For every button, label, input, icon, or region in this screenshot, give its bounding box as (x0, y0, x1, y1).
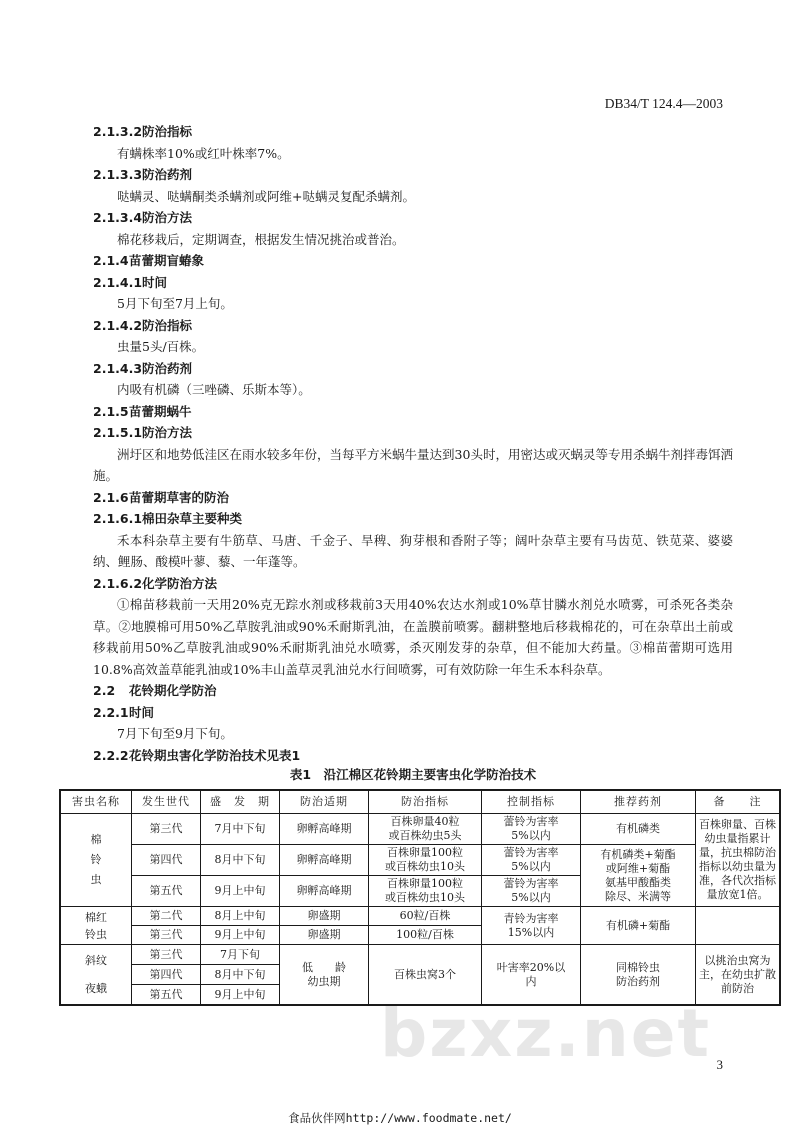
pest-name-bottom: 夜蛾 (85, 981, 107, 995)
col-header: 盛 发 期 (201, 790, 280, 814)
section-number: 2.2 (93, 683, 116, 698)
note-cell (696, 907, 781, 945)
peak-cell: 8月上中旬 (201, 907, 280, 926)
drug-cell: 有机磷+菊酯 (581, 907, 696, 945)
section-title: 花铃期化学防治 (129, 683, 217, 698)
index-cell: 60粒/百株 (369, 907, 482, 926)
section-title: 防治方法 (142, 210, 193, 225)
generation-cell: 第二代 (132, 907, 201, 926)
section-number: 2.2.1 (93, 704, 129, 720)
col-header: 发生世代 (132, 790, 201, 814)
drug-cell: 同棉铃虫 防治药剂 (581, 945, 696, 1006)
peak-cell: 9月上中旬 (201, 876, 280, 907)
table-row (60, 945, 780, 965)
paragraph: 哒螨灵、哒螨酮类杀螨剂或阿维+哒螨灵复配杀螨剂。 (117, 188, 415, 204)
index-cell: 100粒/百株 (369, 926, 482, 945)
control-cell: 青铃为害率 15%以内 (482, 907, 581, 945)
section-title: 花铃期虫害化学防治技术见表1 (129, 747, 301, 763)
section-heading (93, 164, 733, 186)
generation-cell: 第三代 (132, 945, 201, 965)
pest-name (60, 945, 132, 1006)
table-row (60, 845, 780, 876)
generation-cell: 第五代 (132, 876, 201, 907)
section-title: 防治药剂 (142, 167, 193, 182)
generation-cell: 第三代 (132, 814, 201, 845)
col-header: 推荐药剂 (581, 790, 696, 814)
generation-cell: 第五代 (132, 985, 201, 1006)
paragraph: 禾本科杂草主要有牛筋草、马唐、千金子、旱稗、狗芽根和香附子等；阔叶杂草主要有马齿苋、铁苋菜、婆婆纳、鲤肠、酸模叶蓼、藜、一年蓬等。 (93, 532, 733, 569)
section-heading (93, 250, 733, 272)
section-title: 防治方法 (142, 425, 193, 440)
paragraph: 棉花移栽后，定期调查，根据发生情况挑治或普治。 (117, 231, 405, 247)
section-heading (93, 487, 733, 509)
paragraph: 7月下旬至9月下旬。 (117, 726, 233, 741)
generation-cell: 第四代 (132, 845, 201, 876)
index-cell: 百株虫窝3个 (369, 945, 482, 1006)
control-cell: 叶害率20%以 内 (482, 945, 581, 1006)
table-caption: 表1 沿江棉区花铃期主要害虫化学防治技术 (289, 767, 537, 782)
paragraph: 有螨株率10%或红叶株率7%。 (117, 145, 290, 161)
section-title: 防治指标 (142, 317, 193, 333)
peak-cell: 9月上中旬 (201, 926, 280, 945)
col-header: 害虫名称 (60, 790, 132, 814)
section-number: 2.2.2 (93, 747, 129, 763)
section-number: 2.1.5 (93, 403, 129, 419)
section-heading (93, 702, 733, 724)
footer-site: 食品伙伴网http://www.foodmate.net/ (288, 1111, 512, 1125)
timing-cell: 卵盛期 (280, 907, 369, 926)
section-title: 苗蕾期盲蝽象 (129, 253, 205, 268)
index-cell: 百株卵量100粒 或百株幼虫10头 (369, 845, 482, 876)
standard-code: DB34/T 124.4—2003 (604, 96, 723, 111)
index-cell: 百株卵量40粒 或百株幼虫5头 (369, 814, 482, 845)
section-number: 2.1.3.4 (93, 210, 143, 225)
timing-cell: 卵孵高峰期 (280, 876, 369, 907)
peak-cell: 8月中下旬 (201, 965, 280, 985)
section-heading (93, 272, 733, 294)
control-cell: 蕾铃为害率 5%以内 (482, 814, 581, 845)
paragraph: 内吸有机磷（三唑磷、乐斯本等）。 (117, 382, 311, 397)
note-cell: 百株卵量、百株幼虫量指累计量，抗虫棉防治指标以幼虫量为准，各代次指标量放宽1倍。 (696, 814, 781, 907)
paragraph: ①棉苗移栽前一天用20%克无踪水剂或移栽前3天用40%农达水剂或10%草甘膦水剂兑水喷雾，可杀死各类杂草。②地膜棉可用50%乙草胺乳油或90%禾耐斯乳油，在盖膜前喷雾。翻耕整地后移栽棉花的，可在杂草出土前或移栽前用50%乙草胺乳油或90%禾耐斯乳油兑水喷雾，杀灭刚发芽的杂草，但不能加大药量。③棉苗蕾期可选用10.8%高效盖草能乳油或10%丰山盖草灵乳油兑水行间喷雾，可有效防除一年生禾本科杂草。 (93, 597, 733, 677)
section-number: 2.1.6.1 (93, 511, 143, 526)
timing-cell: 卵孵高峰期 (280, 814, 369, 845)
section-number: 2.1.6 (93, 489, 129, 505)
watermark: bzxz.net (380, 995, 712, 1072)
section-heading (93, 573, 733, 595)
section-number: 2.1.4 (93, 253, 129, 268)
section-heading (93, 680, 733, 702)
paragraph: 虫量5头/百株。 (117, 339, 205, 354)
section-heading (93, 315, 733, 337)
section-title: 防治指标 (142, 124, 193, 139)
timing-cell: 卵盛期 (280, 926, 369, 945)
table-row (60, 907, 780, 926)
section-heading (93, 401, 733, 423)
section-number: 2.1.4.2 (93, 317, 143, 333)
table-header-row (60, 790, 780, 814)
section-title: 防治药剂 (142, 360, 193, 376)
section-title: 苗蕾期蜗牛 (129, 403, 192, 419)
peak-cell: 8月中下旬 (201, 845, 280, 876)
note-cell: 以挑治虫窝为主，在幼虫扩散前防治 (696, 945, 781, 1006)
document-body (93, 121, 733, 784)
control-cell: 蕾铃为害率 5%以内 (482, 845, 581, 876)
drug-cell: 有机磷类 (581, 814, 696, 845)
section-number: 2.1.4.3 (93, 360, 143, 376)
section-title: 化学防治方法 (142, 575, 218, 591)
timing-cell: 低 龄 幼虫期 (280, 945, 369, 1006)
pest-control-table (59, 789, 781, 1006)
section-number: 2.1.5.1 (93, 425, 143, 440)
section-number: 2.1.6.2 (93, 575, 143, 591)
control-cell: 蕾铃为害率 5%以内 (482, 876, 581, 907)
section-heading (93, 121, 733, 143)
peak-cell: 7月中下旬 (201, 814, 280, 845)
section-heading (93, 358, 733, 380)
pest-name: 棉红 铃虫 (60, 907, 132, 945)
generation-cell: 第四代 (132, 965, 201, 985)
paragraph: 5月下旬至7月上旬。 (117, 296, 233, 311)
page-number: 3 (716, 1057, 723, 1072)
col-header: 控制指标 (482, 790, 581, 814)
pest-name-top: 斜纹 (85, 953, 107, 967)
table-row (60, 814, 780, 845)
section-title: 苗蕾期草害的防治 (129, 489, 230, 505)
generation-cell: 第三代 (132, 926, 201, 945)
timing-cell: 卵孵高峰期 (280, 845, 369, 876)
section-heading (93, 745, 733, 767)
pest-name: 棉 铃 虫 (60, 814, 132, 907)
section-heading (93, 508, 733, 530)
section-number: 2.1.4.1 (93, 274, 143, 290)
section-title: 棉田杂草主要种类 (142, 511, 243, 526)
col-header: 防治指标 (369, 790, 482, 814)
col-header: 防治适期 (280, 790, 369, 814)
index-cell: 百株卵量100粒 或百株幼虫10头 (369, 876, 482, 907)
section-title: 时间 (129, 704, 155, 720)
section-title: 时间 (142, 274, 168, 290)
section-number: 2.1.3.3 (93, 167, 143, 182)
section-heading (93, 422, 733, 444)
paragraph: 洲圩区和地势低洼区在雨水较多年份，当每平方米蜗牛量达到30头时，用密达或灭蜗灵等专用杀蜗牛剂拌毒饵洒施。 (93, 446, 733, 483)
peak-cell: 7月下旬 (201, 945, 280, 965)
drug-cell: 有机磷类+菊酯 或阿维+菊酯 氨基甲酸酯类 除尽、米满等 (581, 845, 696, 907)
col-header: 备 注 (696, 790, 781, 814)
section-heading (93, 207, 733, 229)
section-number: 2.1.3.2 (93, 124, 143, 139)
peak-cell: 9月上中旬 (201, 985, 280, 1006)
